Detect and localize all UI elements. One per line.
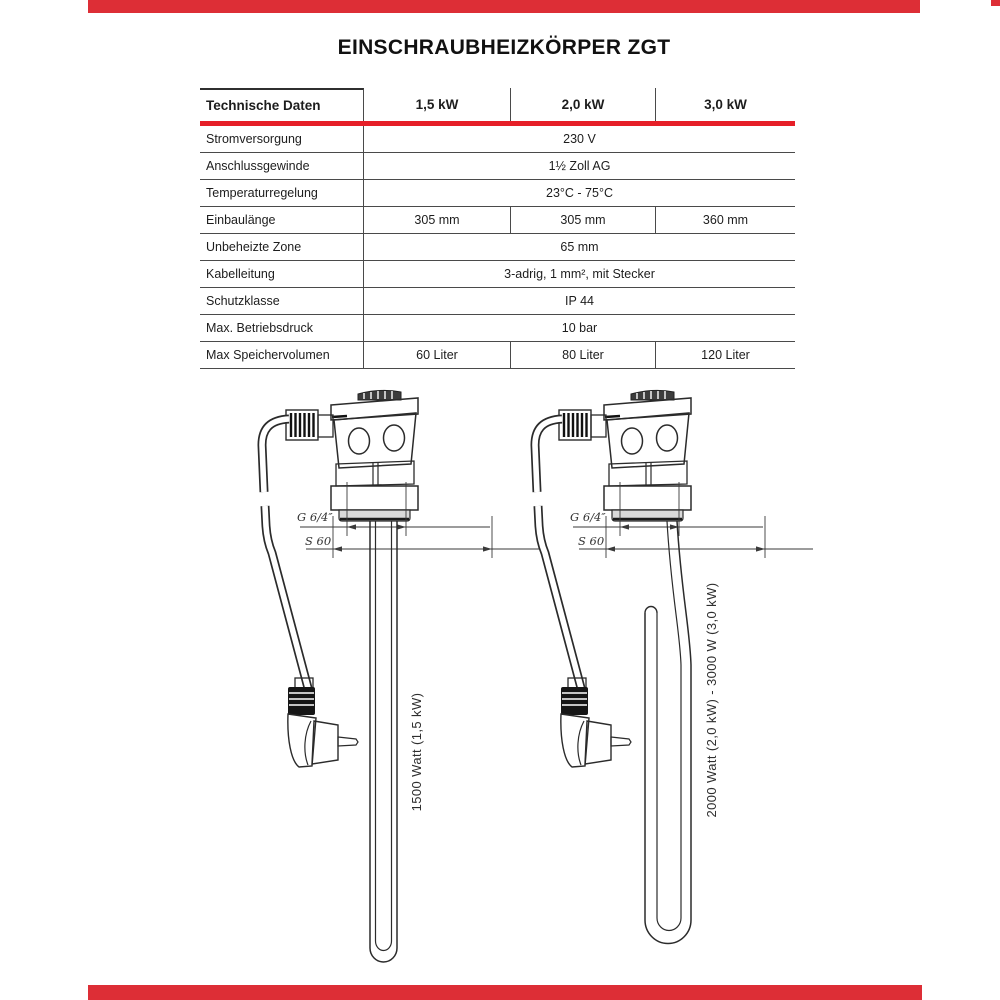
row-label: Max. Betriebsdruck xyxy=(200,315,364,341)
heating-element-drawing-right xyxy=(535,390,813,943)
power-rating-label-right: 2000 Watt (2,0 kW) - 3000 W (3,0 kW) xyxy=(704,582,719,818)
page-title: EINSCHRAUBHEIZKÖRPER ZGT xyxy=(337,36,671,59)
row-label: Anschlussgewinde xyxy=(200,153,364,179)
wrench-dimension-label-right: S 60 xyxy=(578,534,605,548)
heating-tube-ubend xyxy=(645,521,691,943)
table-header-label: Technische Daten xyxy=(200,88,364,121)
row-label: Kabelleitung xyxy=(200,261,364,287)
row-value: 305 mm xyxy=(364,207,511,233)
row-label: Unbeheizte Zone xyxy=(200,234,364,260)
row-value: 360 mm xyxy=(702,213,749,227)
table-header-col-2: 2,0 kW xyxy=(511,88,656,121)
row-value: 1½ Zoll AG xyxy=(548,159,611,173)
row-value: IP 44 xyxy=(565,294,594,308)
row-label: Max Speichervolumen xyxy=(200,342,364,368)
row-value: 120 Liter xyxy=(701,348,750,362)
row-label: Stromversorgung xyxy=(200,126,364,152)
row-value: 23°C - 75°C xyxy=(546,186,613,200)
row-value: 65 mm xyxy=(560,240,599,254)
row-label: Temperaturregelung xyxy=(200,180,364,206)
row-label: Einbaulänge xyxy=(200,207,364,233)
row-value: 80 Liter xyxy=(511,342,656,368)
table-header-col-3: 3,0 kW xyxy=(704,97,747,112)
heating-element-drawing-left xyxy=(262,390,540,962)
thread-dimension-label-right: G 6/4″ xyxy=(570,510,606,524)
table-header-col-1: 1,5 kW xyxy=(364,88,511,121)
heating-tube-straight xyxy=(370,521,397,962)
row-value: 60 Liter xyxy=(364,342,511,368)
wrench-dimension-label-left: S 60 xyxy=(305,534,332,548)
row-value: 305 mm xyxy=(511,207,656,233)
power-rating-label-left: 1500 Watt (1,5 kW) xyxy=(409,692,424,812)
thread-dimension-label-left: G 6/4″ xyxy=(297,510,333,524)
row-value: 3-adrig, 1 mm², mit Stecker xyxy=(504,267,655,281)
row-value: 230 V xyxy=(563,132,596,146)
row-value: 10 bar xyxy=(561,321,598,335)
row-label: Schutzklasse xyxy=(200,288,364,314)
